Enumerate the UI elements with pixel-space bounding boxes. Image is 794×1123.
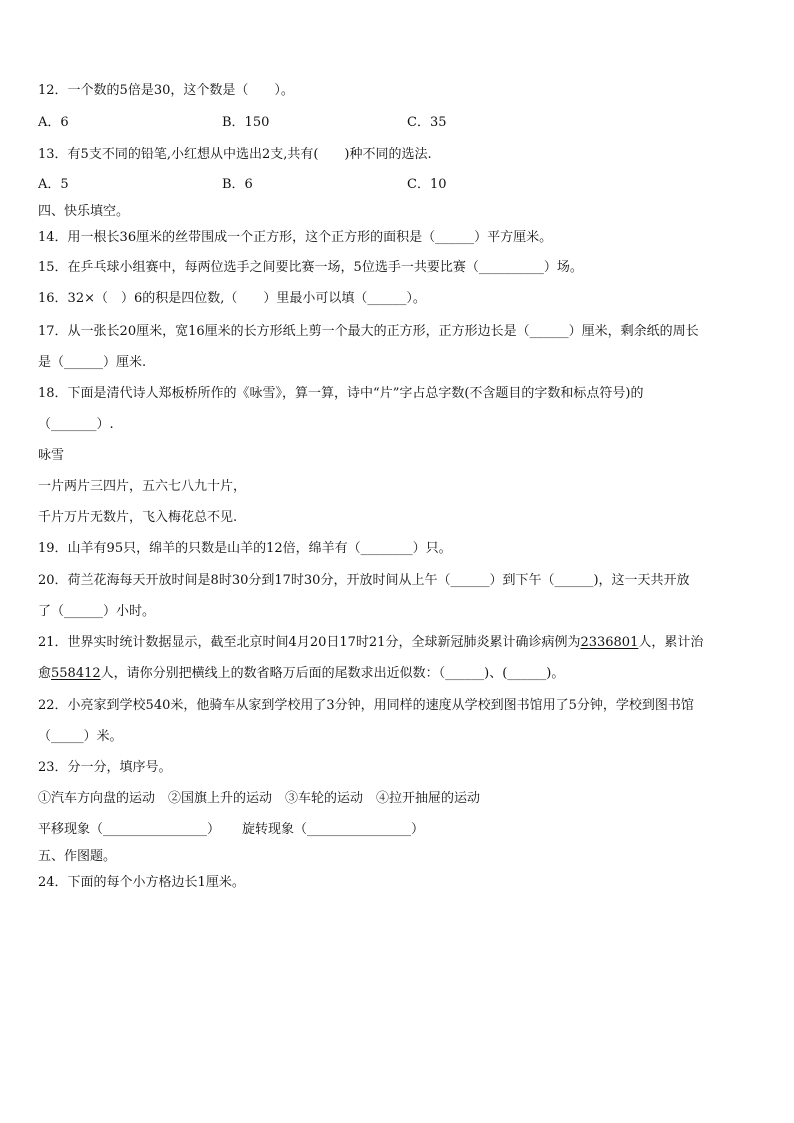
translation-blank: 平移现象（________________） xyxy=(38,822,221,837)
section-heading-5: 五、作图题。 xyxy=(38,849,117,864)
q13-option-c: C．10 xyxy=(407,177,447,192)
q21-text-b: 人，累计治 xyxy=(638,635,704,650)
q21-text-a: 21．世界实时统计数据显示，截至北京时间4月20日17时21分，全球新冠肺炎累计确诊病例为 xyxy=(38,635,581,650)
q23-items: ①汽车方向盘的运动 ②国旗上升的运动 ③车轮的运动 ④拉开抽屉的运动 xyxy=(38,791,481,806)
question-22-line-2: （_____）米。 xyxy=(38,729,123,744)
question-20-line-1: 20．荷兰花海每天开放时间是8时30分到17时30分，开放时间从上午（______）到下午（______)，这一天共开放 xyxy=(38,573,690,588)
question-24: 24．下面的每个小方格边长1厘米。 xyxy=(38,875,245,890)
rotation-blank: 旋转现象（________________） xyxy=(242,822,425,837)
q12-option-a: A．6 xyxy=(38,115,69,130)
question-21-line-1 xyxy=(38,635,703,651)
q12-option-c: C．35 xyxy=(407,115,447,130)
question-23: 23．分一分，填序号。 xyxy=(38,760,172,775)
question-13: 13．有5支不同的铅笔,小红想从中选出2支,共有( )种不同的选法. xyxy=(38,147,432,162)
question-21-line-2 xyxy=(38,666,564,682)
q12-option-b: B．150 xyxy=(222,115,270,130)
question-17-line-1: 17．从一张长20厘米，宽16厘米的长方形纸上剪一个最大的正方形，正方形边长是（______）厘米，剩余纸的周长 xyxy=(38,324,699,339)
question-18-line-2: （_______）. xyxy=(38,417,114,432)
q21-text-c: 愈 xyxy=(38,666,52,681)
question-12: 12．一个数的5倍是30，这个数是（ ）。 xyxy=(38,83,294,98)
q23-blanks xyxy=(38,822,424,838)
q13-option-b: B．6 xyxy=(222,177,253,192)
poem-line-2: 千片万片无数片，飞入梅花总不见. xyxy=(38,510,238,525)
question-18-line-1: 18．下面是清代诗人郑板桥所作的《咏雪》，算一算，诗中“片”字占总字数(不含题目的字数和标点符号)的 xyxy=(38,386,644,401)
poem-title: 咏雪 xyxy=(38,448,65,463)
q21-text-d: 人，请你分别把横线上的数省略万后面的尾数求出近似数：（______)、(______)。 xyxy=(100,666,565,681)
question-14: 14．用一根长36厘米的丝带围成一个正方形，这个正方形的面积是（______）平方厘米。 xyxy=(38,230,553,245)
question-22-line-1: 22．小亮家到学校540米，他骑车从家到学校用了3分钟，用同样的速度从学校到图书馆用了5分钟，学校到图书馆 xyxy=(38,698,694,713)
question-19: 19．山羊有95只，绵羊的只数是山羊的12倍，绵羊有（________）只。 xyxy=(38,541,452,556)
question-15: 15．在乒乓球小组赛中，每两位选手之间要比赛一场，5位选手一共要比赛（__________）场。 xyxy=(38,260,583,275)
q21-number-recovered: 558412 xyxy=(51,666,101,681)
section-heading-4: 四、快乐填空。 xyxy=(38,204,130,219)
question-16: 16．32×（ ）6的积是四位数,（ ）里最小可以填（______）。 xyxy=(38,291,426,306)
poem-line-1: 一片两片三四片，五六七八九十片， xyxy=(38,479,247,494)
question-17-line-2: 是（______）厘米. xyxy=(38,355,147,370)
q21-number-confirmed: 2336801 xyxy=(580,635,639,650)
q13-option-a: A．5 xyxy=(38,177,69,192)
question-20-line-2: 了（______）小时。 xyxy=(38,604,156,619)
